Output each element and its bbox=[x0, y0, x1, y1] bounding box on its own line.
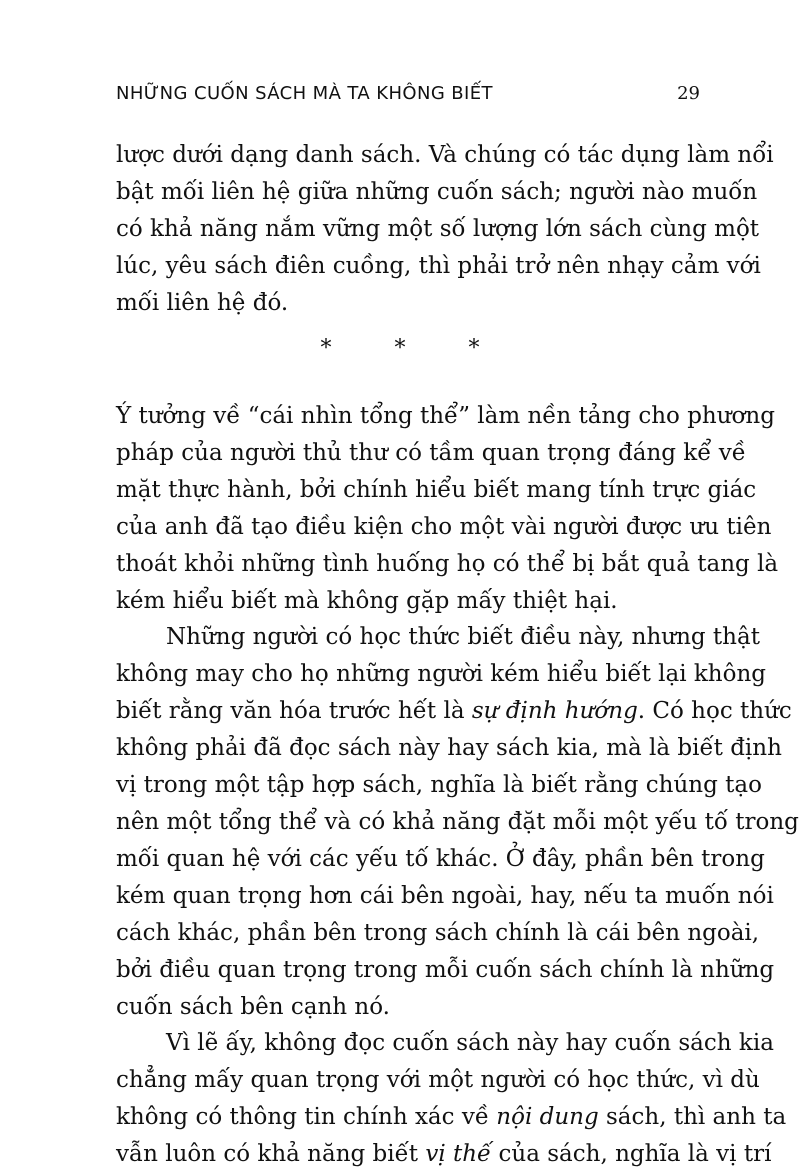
page-number: 29 bbox=[677, 82, 700, 104]
text-run: không có thông tin chính xác về bbox=[116, 1104, 497, 1131]
text-line: kém quan trọng hơn cái bên ngoài, hay, nếu ta muốn nói bbox=[116, 882, 774, 909]
text-line: bật mối liên hệ giữa những cuốn sách; người nào muốn bbox=[116, 178, 758, 205]
text-line: kém hiểu biết mà không gặp mấy thiệt hại. bbox=[116, 587, 618, 614]
text-line: có khả năng nắm vững một số lượng lớn sách cùng một bbox=[116, 215, 760, 242]
text-line: lược dưới dạng danh sách. Và chúng có tác dụng làm nổi bbox=[116, 142, 774, 168]
text-line: chẳng mấy quan trọng với một người có học thức, vì dù bbox=[116, 1067, 760, 1094]
text-run: . Có học thức bbox=[637, 698, 792, 725]
paragraph bbox=[116, 1025, 787, 1173]
text-line: nên một tổng thể và có khả năng đặt mỗi một yếu tố trong bbox=[116, 808, 799, 835]
text-line: bởi điều quan trọng trong mỗi cuốn sách chính là những bbox=[116, 956, 775, 983]
text-line: Những người có học thức biết điều này, nhưng thật bbox=[166, 624, 760, 651]
text-line bbox=[116, 693, 792, 730]
text-line: mặt thực hành, bởi chính hiểu biết mang tính trực giác bbox=[116, 476, 757, 503]
text-line: không phải đã đọc sách này hay sách kia, mà là biết định bbox=[116, 735, 782, 762]
text-line: vị trong một tập hợp sách, nghĩa là biết rằng chúng tạo bbox=[116, 772, 762, 799]
paragraph bbox=[116, 619, 799, 1025]
text-line bbox=[116, 1099, 787, 1136]
text-run: biết rằng văn hóa trước hết là bbox=[116, 698, 472, 725]
text-line: pháp của người thủ thư có tầm quan trọng đáng kể về bbox=[116, 439, 746, 466]
paragraph-continuation bbox=[116, 137, 774, 322]
emphasis-text: nội dung bbox=[496, 1104, 599, 1131]
text-line: mối quan hệ với các yếu tố khác. Ở đây, phần bên trong bbox=[116, 845, 765, 872]
paragraph bbox=[116, 398, 779, 619]
text-line: cách khác, phần bên trong sách chính là cái bên ngoài, bbox=[116, 919, 760, 946]
text-line: mối liên hệ đó. bbox=[116, 289, 289, 316]
section-separator: * * * bbox=[320, 336, 508, 361]
main-text bbox=[116, 398, 799, 1173]
text-run: vẫn luôn có khả năng biết bbox=[116, 1141, 426, 1168]
text-line: không may cho họ những người kém hiểu biết lại không bbox=[116, 661, 767, 688]
text-line: thoát khỏi những tình huống họ có thể bị bắt quả tang là bbox=[116, 550, 779, 577]
text-line: Ý tưởng về “cái nhìn tổng thể” làm nền tảng cho phương bbox=[116, 403, 775, 429]
text-line bbox=[116, 1136, 772, 1173]
emphasis-text: sự định hướng bbox=[471, 698, 638, 725]
running-header bbox=[116, 78, 700, 108]
text-line: của anh đã tạo điều kiện cho một vài người được ưu tiên bbox=[116, 513, 772, 540]
text-line: lúc, yêu sách điên cuồng, thì phải trở nên nhạy cảm với bbox=[116, 252, 761, 279]
text-line: Vì lẽ ấy, không đọc cuốn sách này hay cuốn sách kia bbox=[166, 1030, 774, 1057]
text-run: sách, thì anh ta bbox=[598, 1104, 787, 1131]
text-run: của sách, nghĩa là vị trí bbox=[491, 1141, 772, 1168]
emphasis-text: vị thế bbox=[425, 1141, 492, 1168]
text-line: cuốn sách bên cạnh nó. bbox=[116, 993, 390, 1020]
running-title: NHỮNG CUỐN SÁCH MÀ TA KHÔNG BIẾT bbox=[116, 82, 493, 104]
